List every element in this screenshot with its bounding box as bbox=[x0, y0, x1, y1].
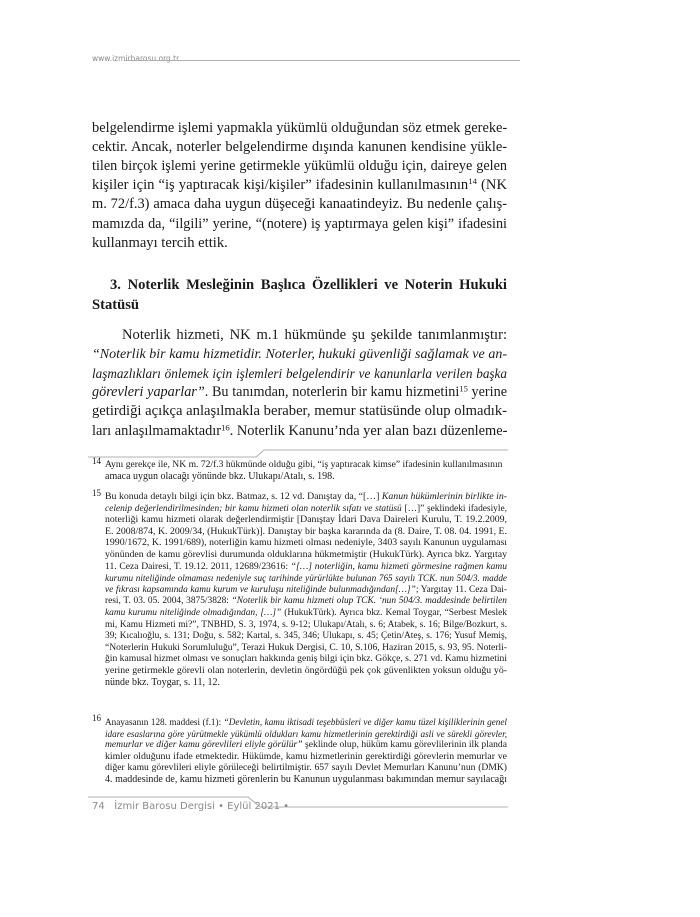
text-run: “Noterlik bir kamu hizmetidir. Noterler, hukuki güvenliği sağlamak ve an- bbox=[92, 347, 507, 363]
text-line bbox=[92, 364, 507, 383]
text-run: 4. maddesinde de, kamu hizmeti görenlerin bu Kanunun uygulanması bakımından memur sayılacağı bbox=[105, 774, 507, 785]
text-line bbox=[105, 459, 507, 471]
page-number: 74 bbox=[92, 801, 105, 812]
footnote-reference[interactable]: 16 bbox=[221, 421, 230, 432]
section-heading: Statüsü bbox=[92, 297, 140, 313]
text-run: mi, Kamu Hizmeti mi?”, TNBHD, S. 3, 1974, s. 9-12; Ulukapı/Atalı, s. 6; Atabek, s. 16; Bilge/Bozkurt, s. bbox=[105, 619, 507, 630]
text-line bbox=[92, 345, 507, 364]
text-run: Noterlik hizmeti, NK m.1 hükmünde şu şekilde tanımlanmıştır: bbox=[122, 327, 507, 343]
text-line bbox=[105, 561, 507, 573]
text-run: . Bu tanımdan, noterlerin bir kamu hizmetini bbox=[204, 384, 460, 401]
text-line bbox=[105, 728, 507, 740]
text-run: Aynı gerekçe ile, NK m. 72/f.3 hükmünde olduğu gibi, “iş yaptıracak kimse” ifadesinin kullanılmasının bbox=[105, 459, 503, 470]
text-line bbox=[105, 526, 507, 538]
text-run: ve fıkrası kapsamında kamu kurum ve kuruluşu niteliğinde bulunmadığından[…]” bbox=[105, 584, 416, 595]
text-run: laşmazlıkları önlemek için işlemleri belgelendirir ve kanunlarla verilen başka bbox=[92, 366, 507, 382]
text-line bbox=[105, 751, 507, 763]
text-line bbox=[105, 739, 507, 751]
text-line bbox=[92, 422, 507, 441]
text-line bbox=[92, 402, 507, 421]
text-run: 11. Ceza Dairesi, T. 19.12. 2011, 12689/23616: bbox=[105, 560, 291, 572]
text-line bbox=[105, 653, 507, 665]
text-run: idare esaslarına göre yürütmekle yükümlü oldukları kamu hizmetlerinin gerektirdiği asli ve sürekli görevler, bbox=[105, 728, 507, 739]
footnote-number: 14 bbox=[92, 456, 101, 466]
text-line bbox=[105, 619, 507, 631]
text-line bbox=[105, 537, 507, 549]
text-line bbox=[105, 595, 507, 607]
text-line bbox=[92, 157, 507, 176]
text-line bbox=[92, 383, 507, 402]
text-line bbox=[92, 195, 507, 214]
text-run: Bu konuda detaylı bilgi için bkz. Batmaz, s. 12 vd. Danıştay da, “[…] bbox=[105, 491, 382, 502]
text-line bbox=[105, 642, 507, 654]
footnote-reference[interactable]: 14 bbox=[468, 176, 477, 187]
text-run: 39; Kıcalıoğlu, s. 131; Doğu, s. 582; Kartal, s. 345, 346; Ulukapı, s. 45; Çetin/Ateş, s. 176; Yusuf Memiş, bbox=[105, 631, 507, 642]
text-line bbox=[105, 549, 507, 561]
text-run: yerine getirmekle görevli olan noterlerin, devletin öngördüğü pek çok güvenlikten yoksun olduğu yö- bbox=[105, 665, 507, 676]
footnote-number: 15 bbox=[92, 488, 101, 498]
text-line bbox=[105, 491, 507, 503]
text-line bbox=[122, 326, 507, 345]
text-line bbox=[92, 138, 507, 157]
text-run: kamu kurumu niteliğinde olmadığından, […]” bbox=[105, 608, 282, 618]
text-run: “Devletin, kamu iktisadi teşebbüsleri ve diğer kamu tüzel kişiliklerinin genel bbox=[223, 717, 507, 727]
text-run: “[…] noterliğin, kamu hizmeti görmesine rağmen kamu bbox=[290, 560, 507, 572]
text-run: 1990/1672, K. 1991/689), noterliğin kamu hizmeti olması nedeniyle, 3403 sayılı Kanunun uygulaması bbox=[105, 537, 507, 549]
footnote-separator bbox=[88, 449, 508, 459]
text-run: ları anlaşılmamaktadır bbox=[92, 422, 222, 439]
text-run: cektir. Ancak, noterler belgelendirme dışında kanunen kendisine yükle- bbox=[92, 139, 507, 156]
section-heading: 3. Noterlik Mesleğinin Başlıca Özellikleri ve Noterin Hukuki bbox=[110, 277, 507, 293]
text-run: yönünden de kamu görevlisi durumunda olduklarına hükmetmiştir (HukukTürk). Ayrıca bkz. Yargıtay bbox=[105, 549, 507, 560]
footnote-reference[interactable]: 15 bbox=[459, 383, 468, 394]
text-run: kimler olduğunu ifade etmektedir. Hükümde, kamu hizmetlerinin gerektirdiği görevlerin memurlar ve bbox=[105, 750, 507, 762]
text-line bbox=[105, 774, 507, 786]
journal-name: İzmir Barosu Dergisi • Eylül 2021 • bbox=[114, 801, 290, 812]
page-footer bbox=[92, 801, 289, 812]
text-run: diğer kamu görevlileri eliyle görüleceği belirtilmiştir. 657 sayılı Devlet Memurları Kanunu’nun (DMK) bbox=[105, 762, 507, 774]
text-run: noterliği kamu hizmeti olarak değerlendirmiştir [Danıştay İdari Dava Daireleri Kurulu, T. 19.2.2009, bbox=[105, 514, 507, 526]
text-run: tilen birçok işlemi yerine getirmekle yükümlü olduğu için, daireye gelen bbox=[92, 158, 507, 175]
text-line bbox=[105, 471, 507, 483]
text-run: memurlar ve diğer kamu görevlileri eliyle görülür” bbox=[105, 739, 303, 751]
text-run: m. 72/f.3) amaca daha uygun düşeceği kanaatindeyiz. Bu nedenle çalış- bbox=[92, 196, 507, 213]
text-run: kişiler için “iş yaptıracak kişi/kişiler” ifadesinin kullanılmasının bbox=[92, 177, 469, 194]
text-run: ğin kamusal hizmet olması ve sonuçları hakkında geniş bilgi için bkz. Gökçe, s. 271 vd. Kamu hizmetini bbox=[105, 653, 507, 665]
text-line bbox=[105, 716, 507, 728]
text-line bbox=[92, 119, 507, 138]
text-run: kurumu niteliğinde olmaması nedeniyle suç tarihinde yürürlükte bulunan 765 sayılı TCK. nun 504/3. madde bbox=[105, 573, 507, 584]
text-run: […]” şeklindeki ifadesiyle, bbox=[401, 503, 507, 514]
text-line bbox=[105, 503, 507, 515]
text-line bbox=[105, 762, 507, 774]
text-line bbox=[92, 176, 507, 195]
text-run: celenip değerlendirilmesinden; bir kamu hizmeti olan noterlik sıfatı ve statüsü bbox=[105, 503, 402, 514]
text-run: getirdiği açıkça anlaşılmakla beraber, memur statüsünde olup olmadık- bbox=[92, 403, 507, 420]
text-line bbox=[105, 665, 507, 677]
text-line bbox=[105, 607, 507, 619]
text-line bbox=[105, 514, 507, 526]
text-run: “Noterlerin Hukuki Sorumluluğu”, Terazi Hukuk Dergisi, C. 10, S.106, Haziran 2015, s. 93, 95. Noterli- bbox=[105, 641, 507, 653]
text-run: yerine bbox=[467, 384, 507, 401]
text-run: resi, T. 03. 05. 2004, 3875/3828: bbox=[105, 596, 232, 607]
text-line bbox=[105, 677, 507, 689]
text-line bbox=[105, 584, 507, 596]
footnote-number: 16 bbox=[92, 713, 101, 723]
text-run: şeklinde olup, hüküm kamu görevlilerinin ilk planda bbox=[302, 739, 507, 751]
text-run: mamızda da, “ilgili” yerine, “(notere) iş yaptırmaya gelen kişi” ifadesini bbox=[92, 215, 507, 232]
text-run: Anayasanın 128. maddesi (f.1): bbox=[105, 717, 224, 727]
text-run: görevleri yaparlar” bbox=[92, 384, 205, 401]
text-line bbox=[92, 215, 507, 234]
header-url: www.izmirbarosu.org.tr bbox=[92, 54, 180, 63]
text-run: amaca uygun olacağı yönünde bkz. Ulukapı/Atalı, s. 198. bbox=[105, 470, 335, 482]
text-line bbox=[92, 234, 507, 253]
text-run: (NK bbox=[476, 177, 507, 194]
text-run: . Noterlik Kanunu’nda yer alan bazı düzenleme- bbox=[229, 422, 508, 439]
text-run: ; Yargıtay 11. Ceza Dai- bbox=[415, 584, 508, 595]
text-run: kullanmayı tercih ettik. bbox=[92, 234, 228, 251]
header-rule bbox=[124, 60, 520, 61]
text-run: (HukukTürk). Ayrıca bkz. Kemal Toygar, “Serbest Meslek bbox=[281, 608, 507, 618]
text-run: Kanun hükümlerinin birlikte in- bbox=[381, 491, 507, 502]
text-run: nünde bkz. Toygar, s. 11, 12. bbox=[105, 676, 220, 688]
text-run: “Noterlik bir kamu hizmeti olup TCK. ‘nun 504/3. maddesinde belirtilen bbox=[231, 596, 507, 607]
text-run: belgelendirme işlemi yapmakla yükümlü olduğundan söz etmek gereke- bbox=[92, 120, 508, 136]
text-line bbox=[105, 572, 507, 584]
text-run: E. 2008/874, K. 2009/34, (HukukTürk)]. Danıştay bir başka kararında da (8. Daire, T. 08. 04. 1991, E. bbox=[105, 525, 507, 537]
text-line bbox=[105, 630, 507, 642]
